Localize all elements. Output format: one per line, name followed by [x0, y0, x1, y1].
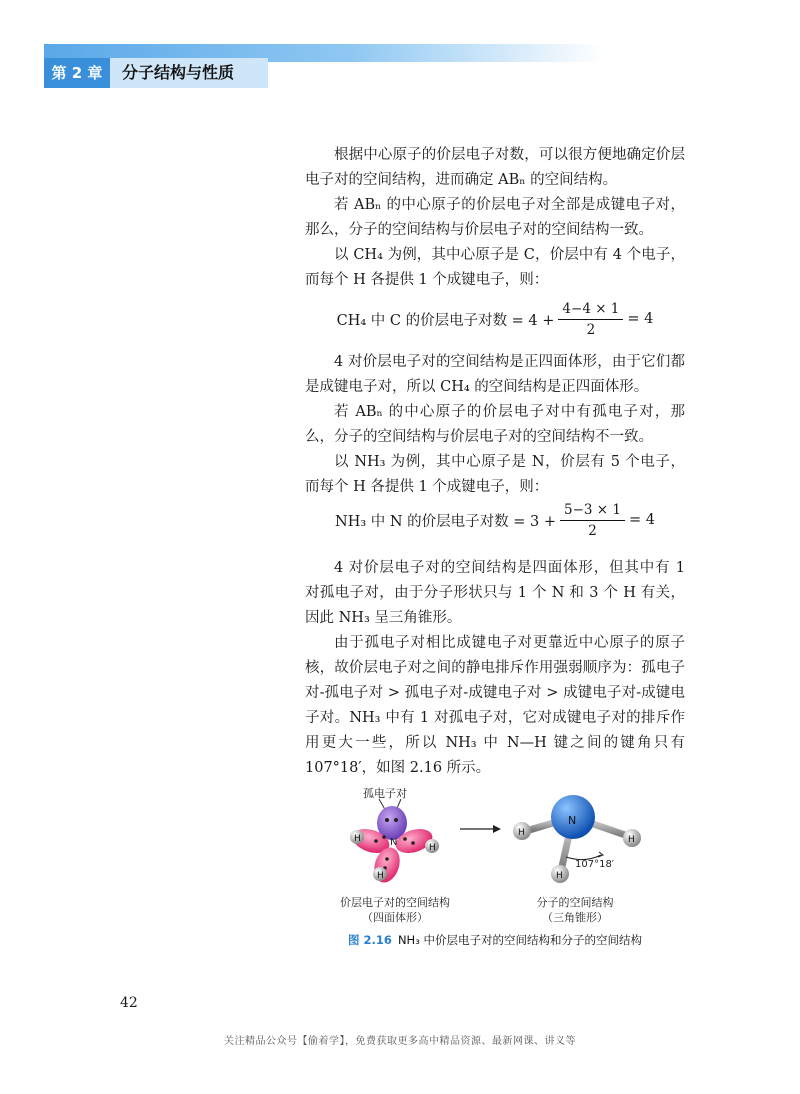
formula-ch4-numerator: 4−4 × 1	[558, 301, 623, 320]
paragraph-4: 4 对价层电子对的空间结构是正四面体形，由于它们都是成键电子对，所以 CH₄ 的空间结构是正四面体形。	[305, 354, 685, 395]
right-figure-label-line1: 分子的空间结构	[536, 896, 614, 909]
formula-nh3	[300, 497, 690, 543]
left-figure-label	[330, 895, 460, 925]
footer-note: 关注精品公众号【偷着学】，免费获取更多高中精品资源、最新网课、讲义等	[224, 1036, 576, 1047]
formula-ch4-right: = 4	[627, 311, 654, 327]
atom-label-h: H	[429, 843, 436, 853]
paragraph-6: 以 NH₃ 为例，其中心原子是 N，价层有 5 个电子，而每个 H 各提供 1 个成键电子，则：	[305, 454, 685, 495]
atom-label-h: H	[628, 835, 635, 845]
formula-nh3-denominator: 2	[588, 522, 597, 539]
left-figure-label-line1: 价层电子对的空间结构	[340, 896, 450, 909]
ball-and-stick-model	[513, 795, 641, 883]
formula-nh3-numerator: 5−3 × 1	[560, 502, 625, 521]
text-block-3	[305, 556, 685, 781]
bond-angle-label: 107°18′	[575, 859, 615, 870]
right-figure-label-line2: （三角锥形）	[542, 911, 608, 924]
paragraph-7: 4 对价层电子对的空间结构是四面体形，但其中有 1 对孤电子对，由于分子形状只与 1 个 N 和 3 个 H 有关，因此 NH₃ 呈三角锥形。	[305, 560, 685, 626]
formula-nh3-fraction	[560, 502, 625, 539]
figure-caption-text: NH₃ 中价层电子对的空间结构和分子的空间结构	[397, 933, 642, 947]
atom-label-h: H	[518, 828, 525, 838]
text-block-1	[305, 143, 685, 293]
atom-label-h: H	[556, 871, 563, 881]
paragraph-3: 以 CH₄ 为例，其中心原子是 C，价层中有 4 个电子，而每个 H 各提供 1 个成键电子，则：	[305, 247, 685, 288]
atom-label-h: H	[377, 871, 384, 881]
lone-pair-label: 孤电子对	[363, 787, 407, 800]
orbital-model	[350, 786, 439, 886]
chapter-label: 第 2 章	[44, 58, 110, 88]
paragraph-1: 根据中心原子的价层电子对数，可以很方便地确定价层电子对的空间结构，进而确定 ABₙ 的空间结构。	[305, 147, 685, 188]
lone-pair-electron	[385, 818, 389, 822]
figure-caption-number: 图 2.16	[348, 933, 392, 947]
paragraph-2: 若 ABₙ 的中心原子的价层电子对全部是成键电子对，那么，分子的空间结构与价层电子对的空间结构一致。	[305, 197, 685, 238]
lone-pair-electron	[394, 818, 398, 822]
formula-nh3-right: = 4	[629, 512, 655, 528]
formula-nh3-left: NH₃ 中 N 的价层电子对数 = 3 +	[335, 513, 557, 530]
atom-label-n: N	[568, 814, 577, 827]
paragraph-8: 由于孤电子对相比成键电子对更靠近中心原子的原子核，故价层电子对之间的静电排斥作用强弱顺序为：孤电子对-孤电子对 > 孤电子对-成键电子对 > 成键电子对-成键电子对。NH₃ 中有 1 对孤电子对，它对成键电子对的排斥作用更大一些，所以 NH₃ 中 N—H 键之间的键角只有 107°18′，如图 2.16 所示。	[305, 635, 685, 776]
atom-label-h: H	[354, 834, 361, 844]
transform-arrow	[460, 825, 501, 833]
chapter-title: 分子结构与性质	[122, 63, 235, 82]
formula-ch4-left: CH₄ 中 C 的价层电子对数 = 4 +	[336, 312, 555, 329]
paragraph-5: 若 ABₙ 的中心原子的价层电子对中有孤电子对，那么，分子的空间结构与价层电子对的空间结构不一致。	[305, 404, 685, 445]
left-figure-label-line2: （四面体形）	[362, 911, 428, 924]
figure-2-16	[335, 775, 655, 925]
atom-label-n: N	[390, 837, 398, 848]
formula-ch4-denominator: 2	[586, 321, 596, 338]
formula-ch4-fraction	[558, 301, 623, 338]
page-number: 42	[120, 995, 138, 1011]
figure-caption	[305, 932, 685, 948]
text-block-2	[305, 350, 685, 500]
formula-ch4	[300, 296, 690, 342]
right-figure-label	[515, 895, 635, 925]
